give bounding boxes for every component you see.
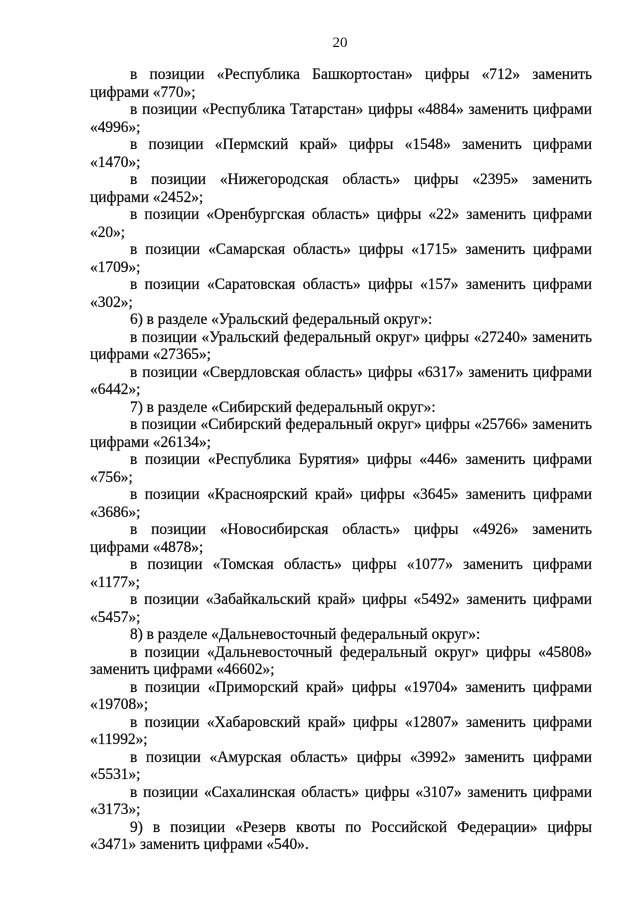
paragraph: в позиции «Приморский край» цифры «19704» заменить цифрами «19708»; bbox=[90, 678, 592, 713]
paragraph: в позиции «Томская область» цифры «1077» заменить цифрами «1177»; bbox=[90, 556, 592, 591]
paragraph: в позиции «Самарская область» цифры «1715» заменить цифрами «1709»; bbox=[90, 241, 592, 276]
paragraph: в позиции «Забайкальский край» цифры «5492» заменить цифрами «5457»; bbox=[90, 591, 592, 626]
paragraph: в позиции «Уральский федеральный округ» цифры «27240» заменить цифрами «27365»; bbox=[90, 328, 592, 363]
document-body bbox=[90, 66, 592, 854]
paragraph: в позиции «Дальневосточный федеральный округ» цифры «45808» заменить цифрами «46602»; bbox=[90, 643, 592, 678]
paragraph: в позиции «Саратовская область» цифры «157» заменить цифрами «302»; bbox=[90, 276, 592, 311]
paragraph: 8) в разделе «Дальневосточный федеральный округ»: bbox=[130, 626, 481, 643]
paragraph: 6) в разделе «Уральский федеральный округ»: bbox=[130, 311, 433, 328]
page-number: 20 bbox=[332, 35, 348, 51]
paragraph: в позиции «Красноярский край» цифры «3645» заменить цифрами «3686»; bbox=[90, 486, 592, 521]
paragraph: 9) в позиции «Резерв квоты по Российской Федерации» цифры «3471» заменить цифрами «540». bbox=[90, 818, 592, 853]
paragraph: в позиции «Новосибирская область» цифры «4926» заменить цифрами «4878»; bbox=[90, 521, 592, 556]
paragraph: в позиции «Пермский край» цифры «1548» заменить цифрами «1470»; bbox=[90, 136, 592, 171]
paragraph: в позиции «Нижегородская область» цифры «2395» заменить цифрами «2452»; bbox=[90, 171, 592, 206]
paragraph: в позиции «Оренбургская область» цифры «22» заменить цифрами «20»; bbox=[90, 206, 592, 241]
paragraph: в позиции «Амурская область» цифры «3992» заменить цифрами «5531»; bbox=[90, 748, 592, 783]
paragraph: 7) в разделе «Сибирский федеральный округ»: bbox=[130, 398, 436, 416]
paragraph: в позиции «Свердловская область» цифры «6317» заменить цифрами «6442»; bbox=[90, 363, 592, 398]
paragraph: в позиции «Сахалинская область» цифры «3107» заменить цифрами «3173»; bbox=[90, 783, 592, 818]
paragraph: в позиции «Хабаровский край» цифры «12807» заменить цифрами «11992»; bbox=[90, 713, 592, 748]
paragraph: в позиции «Сибирский федеральный округ» цифры «25766» заменить цифрами «26134»; bbox=[90, 416, 592, 451]
paragraph: в позиции «Республика Татарстан» цифры «4884» заменить цифрами «4996»; bbox=[90, 101, 592, 136]
paragraph: в позиции «Республика Башкортостан» цифры «712» заменить цифрами «770»; bbox=[90, 66, 592, 101]
paragraph: в позиции «Республика Бурятия» цифры «446» заменить цифрами «756»; bbox=[90, 451, 592, 486]
